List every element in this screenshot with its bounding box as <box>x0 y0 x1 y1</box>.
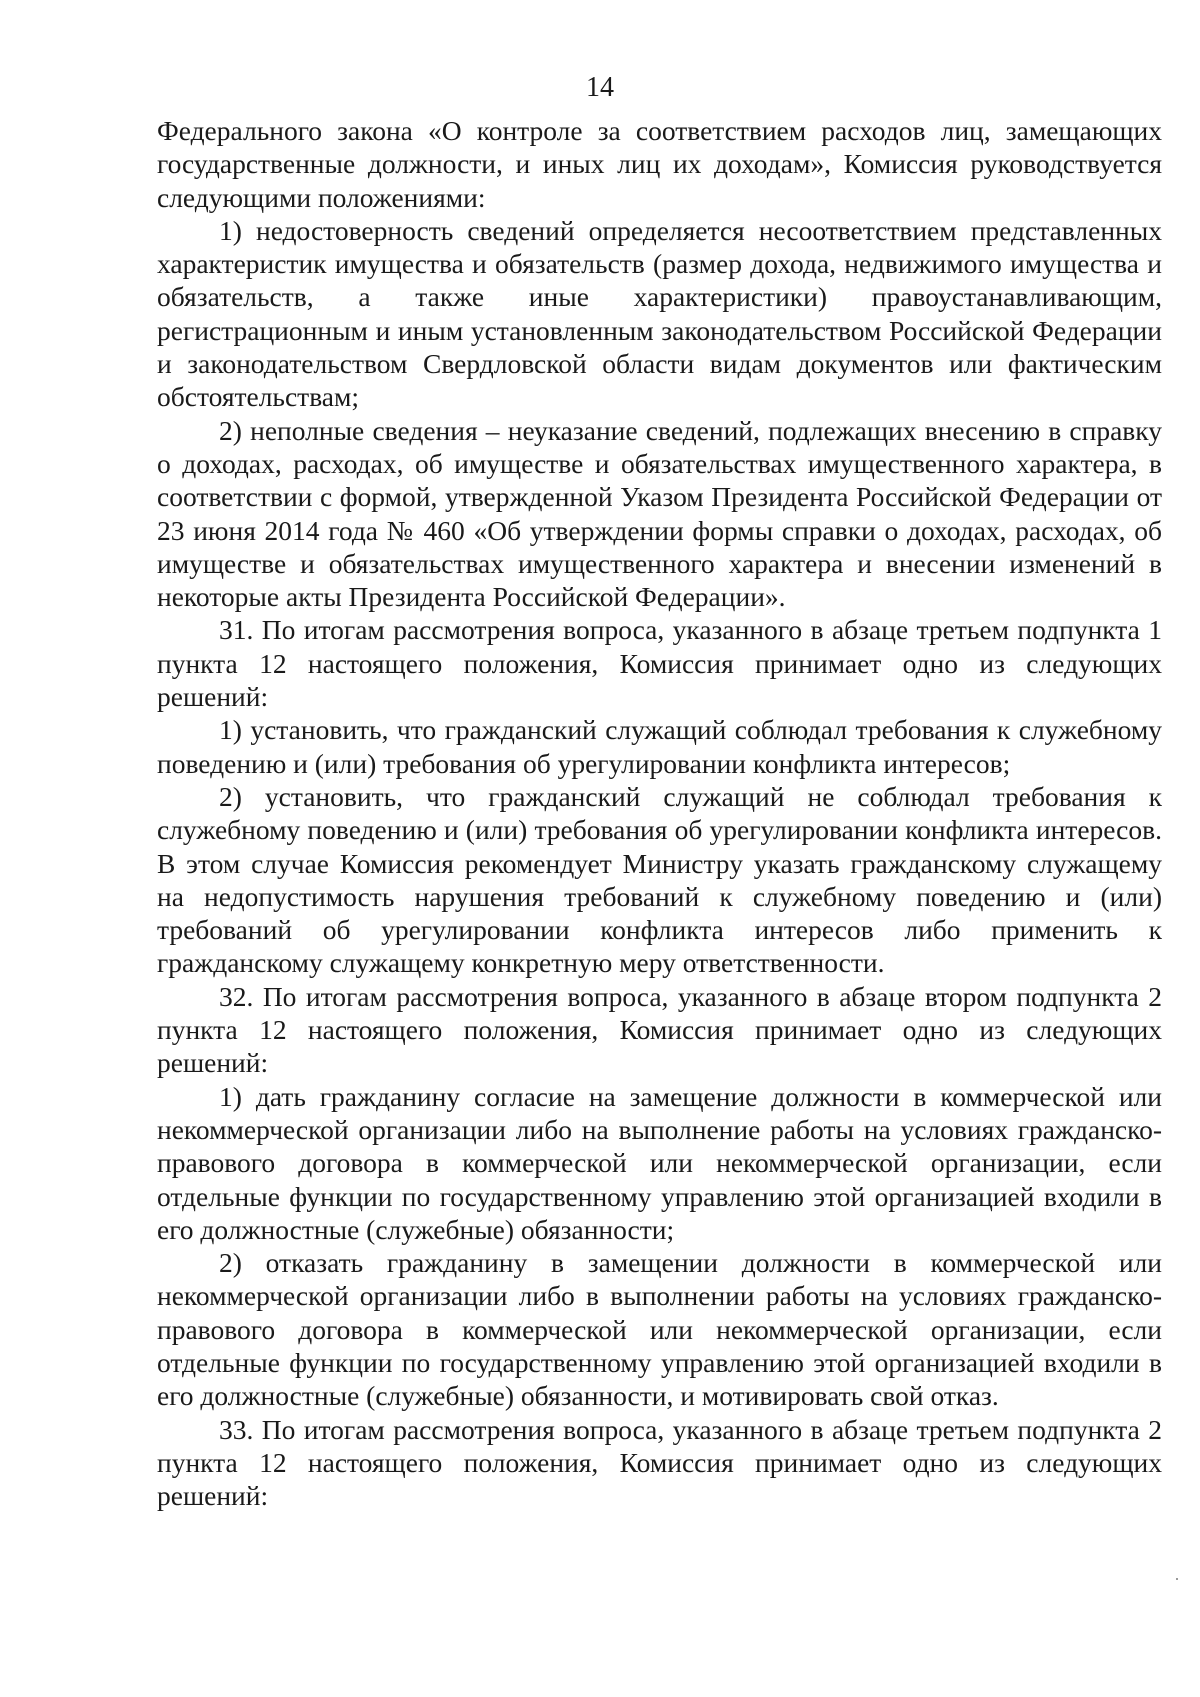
paragraph-clause-33: 33. По итогам рассмотрения вопроса, указанного в абзаце третьем подпункта 2 пункта 12 настоящего положения, Комиссия принимает одно из следующих решений: <box>157 1413 1162 1512</box>
scan-artifact <box>1176 1578 1178 1580</box>
paragraph-continuation: Федерального закона «О контроле за соответствием расходов лиц, замещающих государственные должности, и иных лиц их доходам», Комиссия руководствуется следующими положениями: <box>157 115 1162 213</box>
paragraph-clause-32: 32. По итогам рассмотрения вопроса, указанного в абзаце втором подпункта 2 пункта 12 настоящего положения, Комиссия принимает одно из следующих решений: <box>157 980 1162 1079</box>
page-number: 14 <box>586 72 614 103</box>
paragraph-item-2-incomplete-info: 2) неполные сведения – неуказание сведений, подлежащих внесению в справку о доходах, расходах, об имуществе и обязательствах имущественного характера, в соответствии с формой, утвержденной Указом Президента Российской Федерации от 23 июня 2014 года № 460 «Об утверждении формы справки о доходах, расходах, об имуществе и обязательствах имущественного характера и внесении изменений в некоторые акты Президента Российской Федерации». <box>157 414 1162 613</box>
paragraph-item-1-unreliable-info: 1) недостоверность сведений определяется несоответствием представленных характеристик имущества и обязательств (размер дохода, недвижимого имущества и обязательств, а также иные характеристики) правоустанавливающим, регистрационным и иным установленным законодательством Российской Федерации и законодательством Свердловской области видам документов или фактическим обстоятельствам; <box>157 214 1162 413</box>
paragraph-clause-31: 31. По итогам рассмотрения вопроса, указанного в абзаце третьем подпункта 1 пункта 12 настоящего положения, Комиссия принимает одно из следующих решений: <box>157 614 1162 713</box>
paragraph-clause-32-decision-1: 1) дать гражданину согласие на замещение должности в коммерческой или некоммерческой организации либо на выполнение работы на условиях гражданско-правового договора в коммерческой или некоммерческой организации, если отдельные функции по государственному управлению этой организацией входили в его должностные (служебные) обязанности; <box>157 1080 1162 1245</box>
paragraph-clause-31-decision-2: 2) установить, что гражданский служащий не соблюдал требования к служебному поведению и (или) требования об урегулировании конфликта интересов. В этом случае Комиссия рекомендует Министру указать гражданскому служащему на недопустимость нарушения требований к служебному поведению и (или) требований об урегулировании конфликта интересов либо применить к гражданскому служащему конкретную меру ответственности. <box>157 780 1162 979</box>
paragraph-clause-31-decision-1: 1) установить, что гражданский служащий соблюдал требования к служебному поведению и (или) требования об урегулировании конфликта интересов; <box>157 714 1162 779</box>
paragraph-clause-32-decision-2: 2) отказать гражданину в замещении должности в коммерческой или некоммерческой организации либо в выполнении работы на условиях гражданско-правового договора в коммерческой или некоммерческой организации, если отдельные функции по государственному управлению этой организацией входили в его должностные (служебные) обязанности, и мотивировать свой отказ. <box>157 1247 1162 1412</box>
document-body <box>157 114 1162 1512</box>
